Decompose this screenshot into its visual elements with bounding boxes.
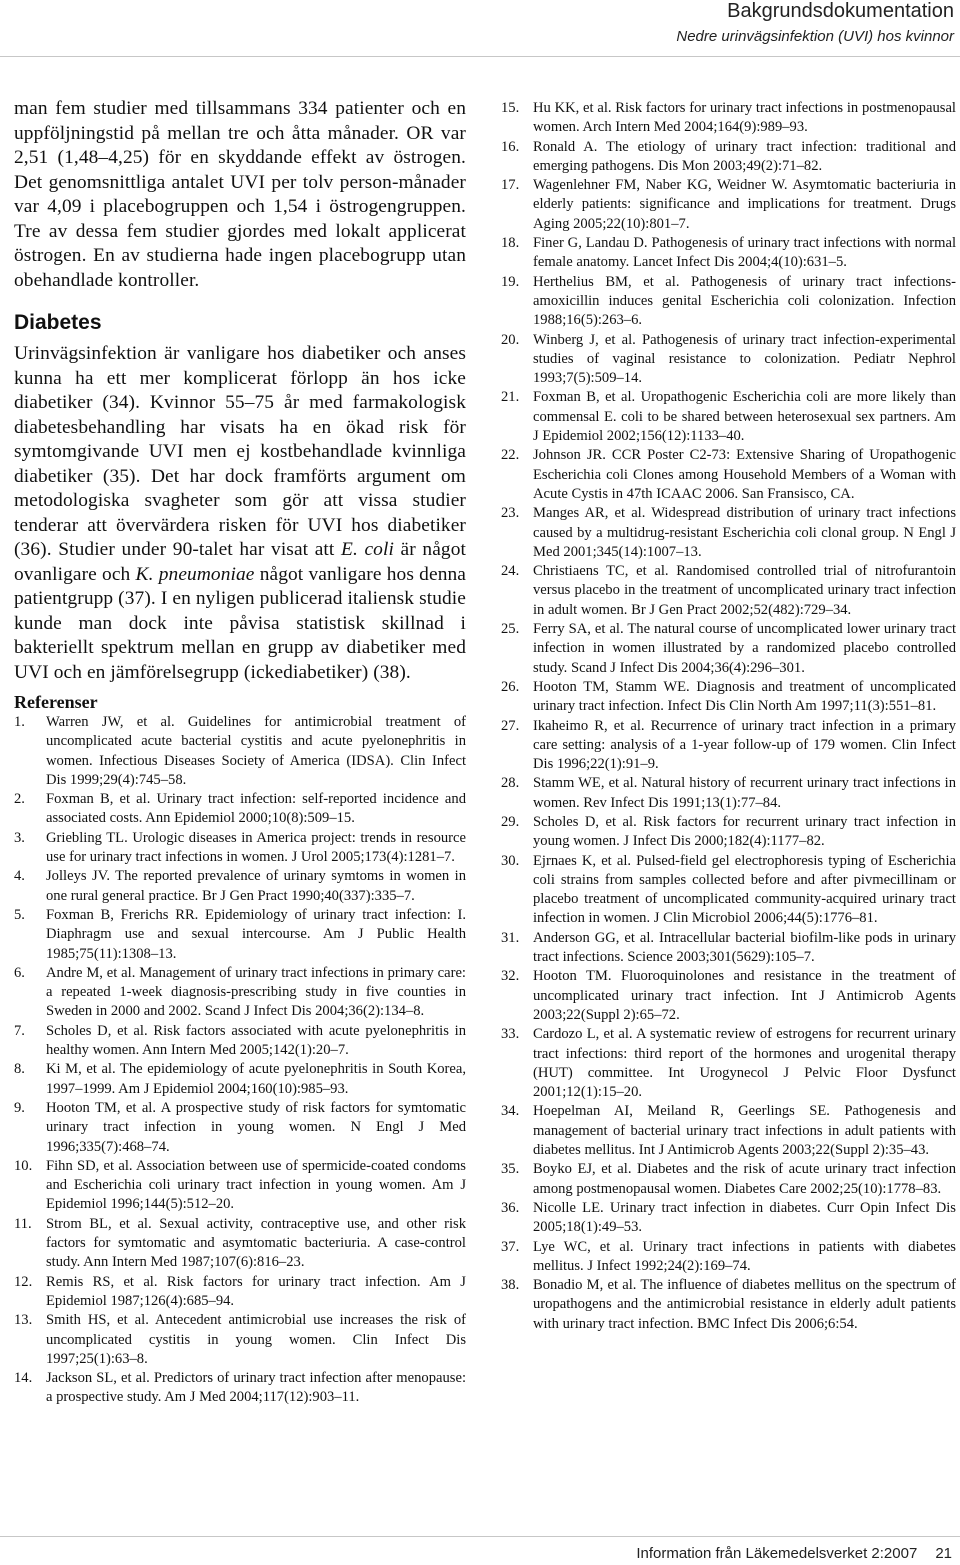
reference-number: 14.: [14, 1370, 33, 1387]
reference-item: [501, 967, 956, 1025]
reference-number: 37.: [501, 1238, 520, 1255]
left-column: [14, 97, 466, 1408]
reference-number: 33.: [501, 1026, 520, 1043]
reference-number: 32.: [501, 968, 520, 985]
reference-number: 15.: [501, 100, 520, 116]
reference-text: Johnson JR. CCR Poster C2-73: Extensive Sharing of Uropathogenic Escherichia coli Clones among Household Members of a Woman with Acute Cystis in 47th ICAAC 2006. San Fransisco, CA.: [533, 447, 956, 502]
reference-item: [501, 929, 956, 968]
reference-number: 24.: [501, 563, 520, 580]
reference-text: Cardozo L, et al. A systematic review of estrogens for recurrent urinary tract infections: third report of the hormones and urogenital therapy (HUT) committee. Int Urogynecol J Pelvic Floor Dysfunct 2001;12(1):15–20.: [533, 1026, 956, 1101]
reference-text: Foxman B, et al. Urinary tract infection: self-reported incidence and associated costs. Ann Epidemiol 2000;10(8):509–15.: [46, 791, 466, 827]
reference-item: [14, 1022, 466, 1061]
reference-item: [14, 790, 466, 829]
reference-item: [501, 813, 956, 852]
reference-item: [14, 1060, 466, 1099]
reference-item: [501, 1199, 956, 1238]
reference-number: 36.: [501, 1199, 520, 1216]
reference-text: Scholes D, et al. Risk factors for recurrent urinary tract infection in young women. J Infect Dis 2000;182(4):1177–82.: [533, 813, 956, 850]
reference-text: Ferry SA, et al. The natural course of uncomplicated lower urinary tract infection in women illustrated by a randomized placebo controlled study. Scand J Infect Dis 2004;36(4):296–301.: [533, 621, 956, 676]
reference-number: 19.: [501, 273, 520, 290]
reference-text: Hooton TM, Stamm WE. Diagnosis and treatment of uncomplicated urinary tract infection. Infect Dis Clin North Am 1997;11(3):551–81.: [533, 678, 956, 715]
reference-item: [501, 138, 956, 177]
reference-text: Hooton TM. Fluoroquinolones and resistance in the treatment of uncomplicated urinary tract infection. Int J Antimicrob Agents 2003;22(Suppl 2):65–72.: [533, 968, 956, 1023]
reference-text: Griebling TL. Urologic diseases in America project: trends in resource use for urinary tract infections in women. J Urol 2005;173(4):1281–7.: [46, 829, 466, 866]
reference-number: 16.: [501, 138, 520, 155]
reference-number: 23.: [501, 505, 520, 522]
reference-text: Andre M, et al. Management of urinary tract infections in primary care: a repeated 1-week diagnosis-prescribing study in five counties in Sweden in 2000 and 2002. Scand J Infect Dis 2004;36(2):134–8.: [46, 964, 466, 1020]
page-number: 21: [935, 1545, 952, 1562]
reference-number: 20.: [501, 331, 520, 348]
diabetes-text-2: är något ovanligare och: [14, 539, 466, 585]
reference-item: [501, 504, 956, 562]
reference-text: Manges AR, et al. Widespread distribution of urinary tract infections caused by a multidrug-resistant Escherichia coli clonal group. N Engl J Med 2001;345(14):1007–13.: [533, 505, 956, 560]
reference-text: Hu KK, et al. Risk factors for urinary tract infections in postmenopausal women. Arch Intern Med 2004;164(9):989–93.: [533, 100, 956, 136]
reference-item: [14, 1215, 466, 1273]
reference-list-right: [501, 99, 956, 1334]
diabetes-heading: Diabetes: [14, 311, 102, 334]
section-subtitle: Nedre urinvägsinfektion (UVI) hos kvinnor: [676, 28, 954, 45]
reference-number: 6.: [14, 964, 25, 981]
reference-number: 31.: [501, 929, 520, 946]
page-footer: [636, 1545, 952, 1562]
reference-item: [14, 1369, 466, 1408]
reference-number: 4.: [14, 868, 25, 885]
reference-text: Winberg J, et al. Pathogenesis of urinary tract infection-experimental studies of vaginal resistance to colonization. Pediatr Nephrol 1993;7(5):509–14.: [533, 331, 956, 387]
reference-text: Strom BL, et al. Sexual activity, contraceptive use, and other risk factors for symtomatic and asymtomatic bacteriuria. A case-control study. Ann Intern Med 1987;107(6):816–23.: [46, 1215, 466, 1271]
header-divider: [0, 56, 960, 57]
reference-item: [501, 1025, 956, 1102]
reference-item: [501, 273, 956, 331]
reference-number: 38.: [501, 1277, 520, 1294]
reference-number: 2.: [14, 791, 25, 808]
reference-item: [501, 774, 956, 813]
diabetes-paragraph: [14, 342, 466, 685]
reference-number: 28.: [501, 775, 520, 792]
section-title: Bakgrundsdokumentation: [727, 0, 954, 22]
footer-divider: [0, 1536, 960, 1537]
reference-item: [501, 1276, 956, 1334]
reference-number: 27.: [501, 717, 520, 734]
reference-text: Remis RS, et al. Risk factors for urinary tract infection. Am J Epidemiol 1987;126(4):685–94.: [46, 1273, 466, 1309]
footer-publisher: Information från Läkemedelsverket 2:2007: [636, 1545, 918, 1562]
reference-text: Warren JW, et al. Guidelines for antimicrobial treatment of uncomplicated acute bacterial cystitis and acute pyelonephritis in women. Infectious Diseases Society of America (IDSA). Clin Infect Dis 1999;29(4):745–58.: [46, 714, 466, 788]
reference-item: [14, 713, 466, 790]
reference-item: [501, 678, 956, 717]
reference-text: Anderson GG, et al. Intracellular bacterial biofilm-like pods in urinary tract infections. Science 2003;301(5629):105–7.: [533, 929, 956, 966]
reference-item: [14, 1273, 466, 1312]
reference-number: 25.: [501, 621, 520, 638]
reference-item: [14, 964, 466, 1022]
reference-text: Christiaens TC, et al. Randomised controlled trial of nitrofurantoin versus placebo in the treatment of uncomplicated urinary tract infection in adult women. Br J Gen Pract 2002;52(482):729–34.: [533, 563, 956, 618]
reference-number: 17.: [501, 177, 520, 194]
reference-text: Smith HS, et al. Antecedent antimicrobial use increases the risk of uncomplicated cystitis in young women. Clin Infect Dis 1997;25(1):63–8.: [46, 1312, 466, 1367]
reference-number: 26.: [501, 678, 520, 695]
reference-item: [14, 1099, 466, 1157]
reference-item: [501, 562, 956, 620]
diabetes-text-3: något vanligare hos denna patientgrupp (37). I en nyligen publicerad italiensk studie kunde man dock inte påvisa statistisk skillnad i bakteriellt spektrum mellan en grupp av diabetiker med UVI och en jämförelsegrupp (ickediabetiker) (38).: [14, 563, 466, 683]
reference-text: Bonadio M, et al. The influence of diabetes mellitus on the spectrum of uropathogens and the antimicrobial resistance in elderly adult patients with urinary tract infection. BMC Infect Dis 2006;6:54.: [533, 1277, 956, 1332]
reference-item: [501, 99, 956, 138]
reference-number: 34.: [501, 1103, 520, 1120]
reference-text: Jackson SL, et al. Predictors of urinary tract infection after menopause: a prospective study. Am J Med 2004;117(12):903–11.: [46, 1370, 466, 1406]
reference-item: [501, 234, 956, 273]
reference-text: Jolleys JV. The reported prevalence of urinary symtoms in women in one rural general practice. Br J Gen Pract 1990;40(337):335–7.: [46, 868, 466, 904]
reference-item: [501, 717, 956, 775]
reference-item: [14, 867, 466, 906]
reference-number: 11.: [14, 1215, 32, 1232]
reference-number: 12.: [14, 1273, 33, 1290]
reference-number: 1.: [14, 714, 25, 730]
reference-number: 3.: [14, 829, 25, 846]
reference-text: Ikaheimo R, et al. Recurrence of urinary tract infection in a primary care setting: analysis of a 1-year follow-up of 179 women. Clin Infect Dis 1996;22(1):91–9.: [533, 717, 956, 773]
reference-text: Hooton TM, et al. A prospective study of risk factors for symtomatic urinary tract infection in young women. N Engl J Med 1996;335(7):468–74.: [46, 1099, 466, 1155]
kpneumoniae-italic: K. pneumoniae: [135, 563, 255, 585]
reference-item: [501, 1160, 956, 1199]
reference-text: Foxman B, et al. Uropathogenic Escherichia coli are more likely than commensal E. coli to be shared between heterosexual sex partners. Am J Epidemiol 2002;156(12):1133–40.: [533, 389, 956, 445]
reference-item: [501, 446, 956, 504]
reference-item: [501, 1238, 956, 1277]
reference-text: Nicolle LE. Urinary tract infection in diabetes. Curr Opin Infect Dis 2005;18(1):49–53.: [533, 1199, 956, 1236]
reference-item: [14, 1157, 466, 1215]
reference-number: 29.: [501, 813, 520, 830]
reference-number: 10.: [14, 1157, 33, 1174]
reference-list-left: [14, 713, 466, 1408]
right-column: [501, 99, 956, 1334]
reference-item: [14, 1311, 466, 1369]
reference-text: Finer G, Landau D. Pathogenesis of urinary tract infections with normal female anatomy. Lancet Infect Dis 2004;4(10):631–5.: [533, 235, 956, 271]
reference-text: Hoepelman AI, Meiland R, Geerlings SE. Pathogenesis and management of bacterial urinary tract infections in adult patients with diabetes mellitus. Int J Antimicrob Agents 2003;22(Suppl 2):35–43.: [533, 1103, 956, 1159]
reference-text: Lye WC, et al. Urinary tract infections in patients with diabetes mellitus. J Infect 1992;24(2):169–74.: [533, 1238, 956, 1274]
reference-number: 30.: [501, 852, 520, 869]
ecoli-italic: E. coli: [341, 539, 394, 560]
reference-number: 21.: [501, 389, 520, 406]
reference-item: [14, 829, 466, 868]
reference-number: 7.: [14, 1022, 25, 1039]
reference-number: 8.: [14, 1061, 25, 1078]
reference-text: Ki M, et al. The epidemiology of acute pyelonephritis in South Korea, 1997–1999. Am J Epidemiol 2004;160(10):985–93.: [46, 1061, 466, 1097]
reference-item: [501, 331, 956, 389]
reference-item: [501, 1102, 956, 1160]
reference-text: Scholes D, et al. Risk factors associated with acute pyelonephritis in healthy women. Ann Intern Med 2005;142(1):20–7.: [46, 1022, 466, 1059]
references-heading: Referenser: [14, 692, 98, 712]
reference-item: [14, 906, 466, 964]
reference-number: 13.: [14, 1312, 33, 1329]
reference-text: Herthelius BM, et al. Pathogenesis of urinary tract infections-amoxicillin induces genital Escherichia coli colonization. Infection 1988;16(5):263–6.: [533, 273, 956, 329]
reference-text: Wagenlehner FM, Naber KG, Weidner W. Asymtomatic bacteriuria in elderly patients: significance and implications for treatment. Drugs Aging 2005;22(10):801–7.: [533, 177, 956, 232]
reference-text: Fihn SD, et al. Association between use of spermicide-coated condoms and Escherichia coli urinary tract infection in young women. Am J Epidemiol 1996;144(5):512–20.: [46, 1157, 466, 1213]
reference-number: 5.: [14, 906, 25, 923]
reference-number: 22.: [501, 447, 520, 464]
reference-item: [501, 388, 956, 446]
reference-number: 9.: [14, 1099, 25, 1116]
reference-text: Ejrnaes K, et al. Pulsed-field gel electrophoresis typing of Escherichia coli strains from samples collected before and after pivmecillinam or placebo treatment of uncomplicated community-acquired urinary tract infection in women. J Clin Microbiol 2006;44(5):1776–81.: [533, 852, 956, 927]
reference-text: Stamm WE, et al. Natural history of recurrent urinary tract infections in women. Rev Infect Dis 1991;13(1):77–84.: [533, 775, 956, 811]
reference-number: 18.: [501, 235, 520, 252]
reference-number: 35.: [501, 1161, 520, 1178]
reference-text: Boyko EJ, et al. Diabetes and the risk of acute urinary tract infection among postmenopausal women. Diabetes Care 2002;25(10):1778–83.: [533, 1161, 956, 1197]
reference-item: [501, 620, 956, 678]
reference-text: Ronald A. The etiology of urinary tract infection: traditional and emerging pathogens. Dis Mon 2003;49(2):71–82.: [533, 138, 956, 174]
reference-item: [501, 852, 956, 929]
reference-item: [501, 176, 956, 234]
diabetes-text-1: Urinvägsinfektion är vanligare hos diabetiker och anses kunna ha ett mer komplicerat förlopp än hos icke diabetiker (34). Kvinnor 55–75 år med farmakologisk diabetesbehandling har visats ha en ökad risk för symtomgivande UVI men ej kostbehandlade kvinnliga diabetiker (35). Det har dock framförts argument om metodologiska svagheter som gör att vissa studier tenderar att övervärdera risken för UVI hos diabetiker (36). Studier under 90-talet har visat att: [14, 343, 466, 560]
reference-text: Foxman B, Frerichs RR. Epidemiology of urinary tract infection: I. Diaphragm use and sexual intercourse. Am J Public Health 1985;75(11):1308–13.: [46, 906, 466, 962]
intro-paragraph: man fem studier med tillsammans 334 patienter och en uppföljningstid på mellan tre och åtta månader. OR var 2,51 (1,48–4,25) för en skyddande effekt av östrogen. Det genomsnittliga antalet UVI per tolv person-månader var 4,09 i placebogruppen och 1,54 i östrogengruppen. Tre av dessa fem studier gjordes med lokalt applicerat östrogen. En av studierna hade ingen placebogrupp utan obehandlade kontroller.: [14, 98, 466, 291]
